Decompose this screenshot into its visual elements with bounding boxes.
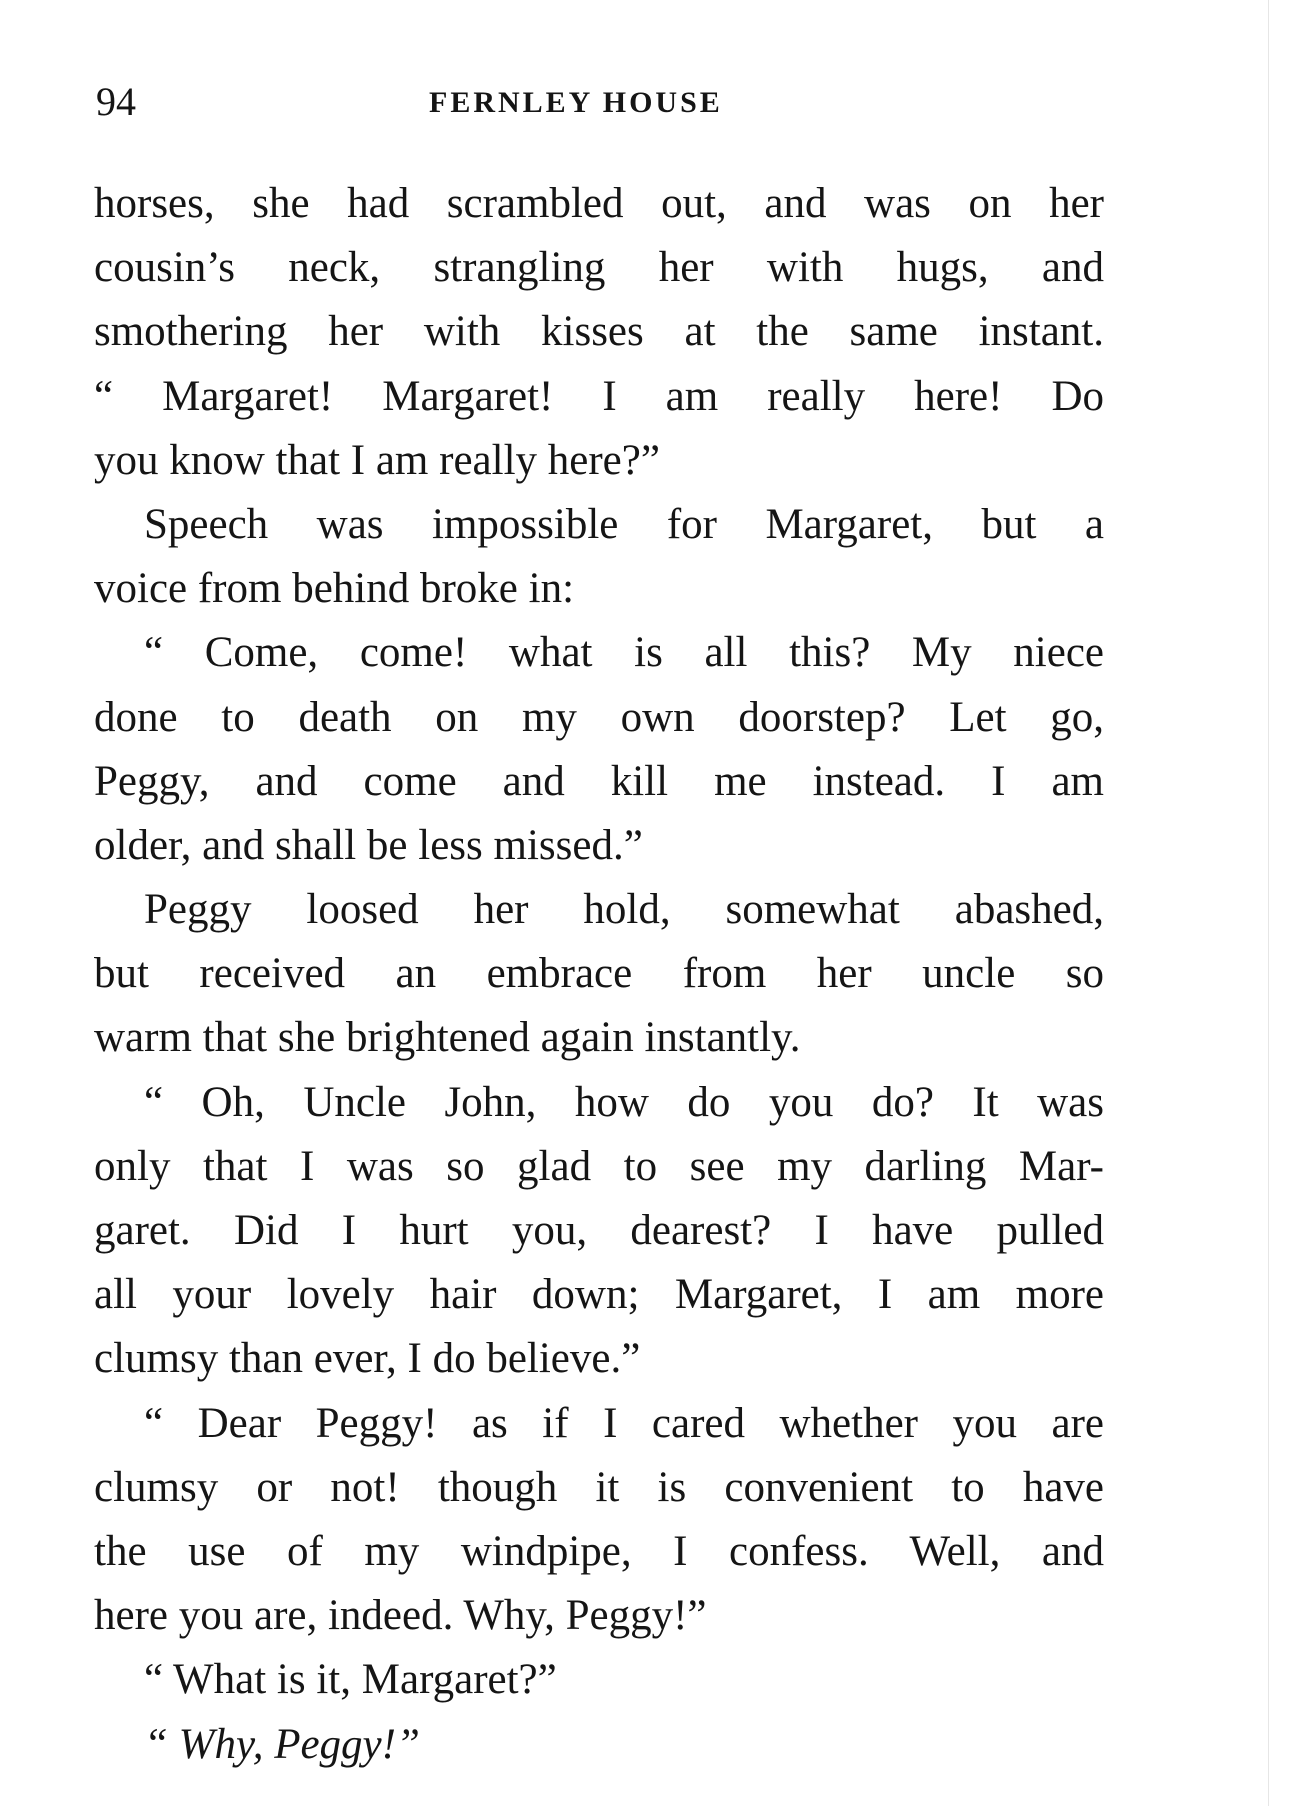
text-line: only that I was so glad to see my darling Mar- <box>94 1142 1104 1190</box>
scan-edge <box>1268 0 1269 1806</box>
text-line: warm that she brightened again instantly. <box>94 1014 801 1062</box>
text-line: older, and shall be less missed.” <box>94 821 643 869</box>
text-line: voice from behind broke in: <box>94 565 575 613</box>
running-head: FERNLEY HOUSE <box>429 86 723 119</box>
text-line: clumsy or not! though it is convenient to have <box>94 1463 1104 1511</box>
text-line: “ Why, Peggy!” <box>144 1720 420 1768</box>
page-header <box>96 78 1096 128</box>
text-line: clumsy than ever, I do believe.” <box>94 1335 641 1383</box>
text-line: Peggy, and come and kill me instead. I am <box>94 757 1104 805</box>
text-line: “ Margaret! Margaret! I am really here! Do <box>94 372 1104 420</box>
text-line: here you are, indeed. Why, Peggy!” <box>94 1592 707 1640</box>
text-line: the use of my windpipe, I confess. Well, and <box>94 1527 1104 1575</box>
text-line: you know that I am really here?” <box>94 436 660 484</box>
text-line: “ What is it, Margaret?” <box>144 1656 557 1704</box>
text-line: smothering her with kisses at the same instant. <box>94 308 1104 356</box>
text-line: but received an embrace from her uncle so <box>94 950 1104 998</box>
text-line: garet. Did I hurt you, dearest? I have pulled <box>94 1207 1104 1254</box>
text-line: “ Dear Peggy! as if I cared whether you are <box>144 1399 1104 1447</box>
text-line: done to death on my own doorstep? Let go, <box>94 693 1104 741</box>
text-line: Speech was impossible for Margaret, but a <box>144 500 1104 548</box>
text-line: “ Come, come! what is all this? My niece <box>144 629 1104 677</box>
page-body <box>94 172 1104 1777</box>
text-line: all your lovely hair down; Margaret, I am more <box>94 1271 1104 1319</box>
text-line: Peggy loosed her hold, somewhat abashed, <box>144 886 1104 934</box>
text-line: “ Oh, Uncle John, how do you do? It was <box>144 1078 1104 1126</box>
text-line: horses, she had scrambled out, and was on her <box>94 180 1104 227</box>
page-number: 94 <box>96 79 136 124</box>
text-line: cousin’s neck, strangling her with hugs, and <box>94 244 1104 292</box>
